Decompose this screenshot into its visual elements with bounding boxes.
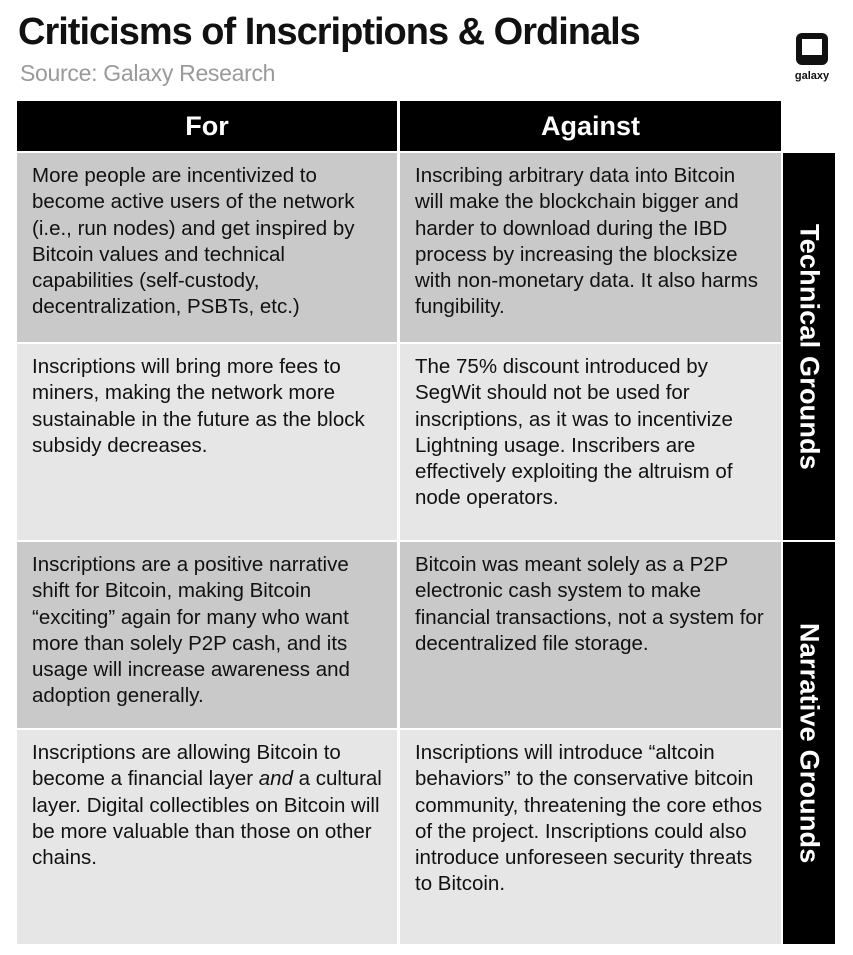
- for-cell-2: Inscriptions will bring more fees to miners, making the network more sustainable in the future as the block subsidy decreases.: [17, 344, 397, 540]
- for-cell-4-emphasis: and: [258, 767, 293, 791]
- group-label-narrative: [783, 542, 835, 944]
- galaxy-logo-icon: [795, 32, 829, 66]
- source-subtitle: Source: Galaxy Research: [20, 60, 276, 86]
- group-label-technical: [783, 153, 835, 540]
- against-cell-4: Inscriptions will introduce “altcoin behaviors” to the conservative bitcoin community, threatening the core ethos of the project. Inscriptions could also introduce unforeseen security threats to Bitcoin.: [400, 730, 781, 944]
- galaxy-logo-wordmark: galaxy: [794, 70, 830, 82]
- for-cell-4: [17, 730, 397, 944]
- for-cell-1: More people are incentivized to become active users of the network (i.e., run nodes) and get inspired by Bitcoin values and technical capabilities (self-custody, decentralization, PSBTs, etc.): [17, 153, 397, 342]
- galaxy-logo: [791, 32, 833, 88]
- for-cell-4-text-a: Inscriptions are allowing Bitcoin to become a financial layer: [32, 741, 341, 791]
- against-cell-3: Bitcoin was meant solely as a P2P electronic cash system to make financial transactions, not a system for decentralized file storage.: [400, 542, 781, 728]
- column-header-against: Against: [400, 101, 781, 151]
- for-cell-4-text-b: a cultural layer. Digital collectibles on Bitcoin will be more valuable than those on other chains.: [32, 767, 382, 870]
- column-header-for: For: [17, 101, 397, 151]
- page-title: Criticisms of Inscriptions & Ordinals: [18, 11, 640, 53]
- against-cell-2: The 75% discount introduced by SegWit should not be used for inscriptions, as it was to incentivize Lightning usage. Inscribers are effectively exploiting the altruism of node operators.: [400, 344, 781, 540]
- group-label-technical-text: Technical Grounds: [794, 223, 825, 470]
- for-cell-3: Inscriptions are a positive narrative shift for Bitcoin, making Bitcoin “exciting” again for many who want more than solely P2P cash, and its usage will increase awareness and adoption generally.: [17, 542, 397, 728]
- against-cell-1: Inscribing arbitrary data into Bitcoin will make the blockchain bigger and harder to download during the IBD process by increasing the blocksize with non-monetary data. It also harms fungibility.: [400, 153, 781, 342]
- group-label-narrative-text: Narrative Grounds: [794, 622, 825, 864]
